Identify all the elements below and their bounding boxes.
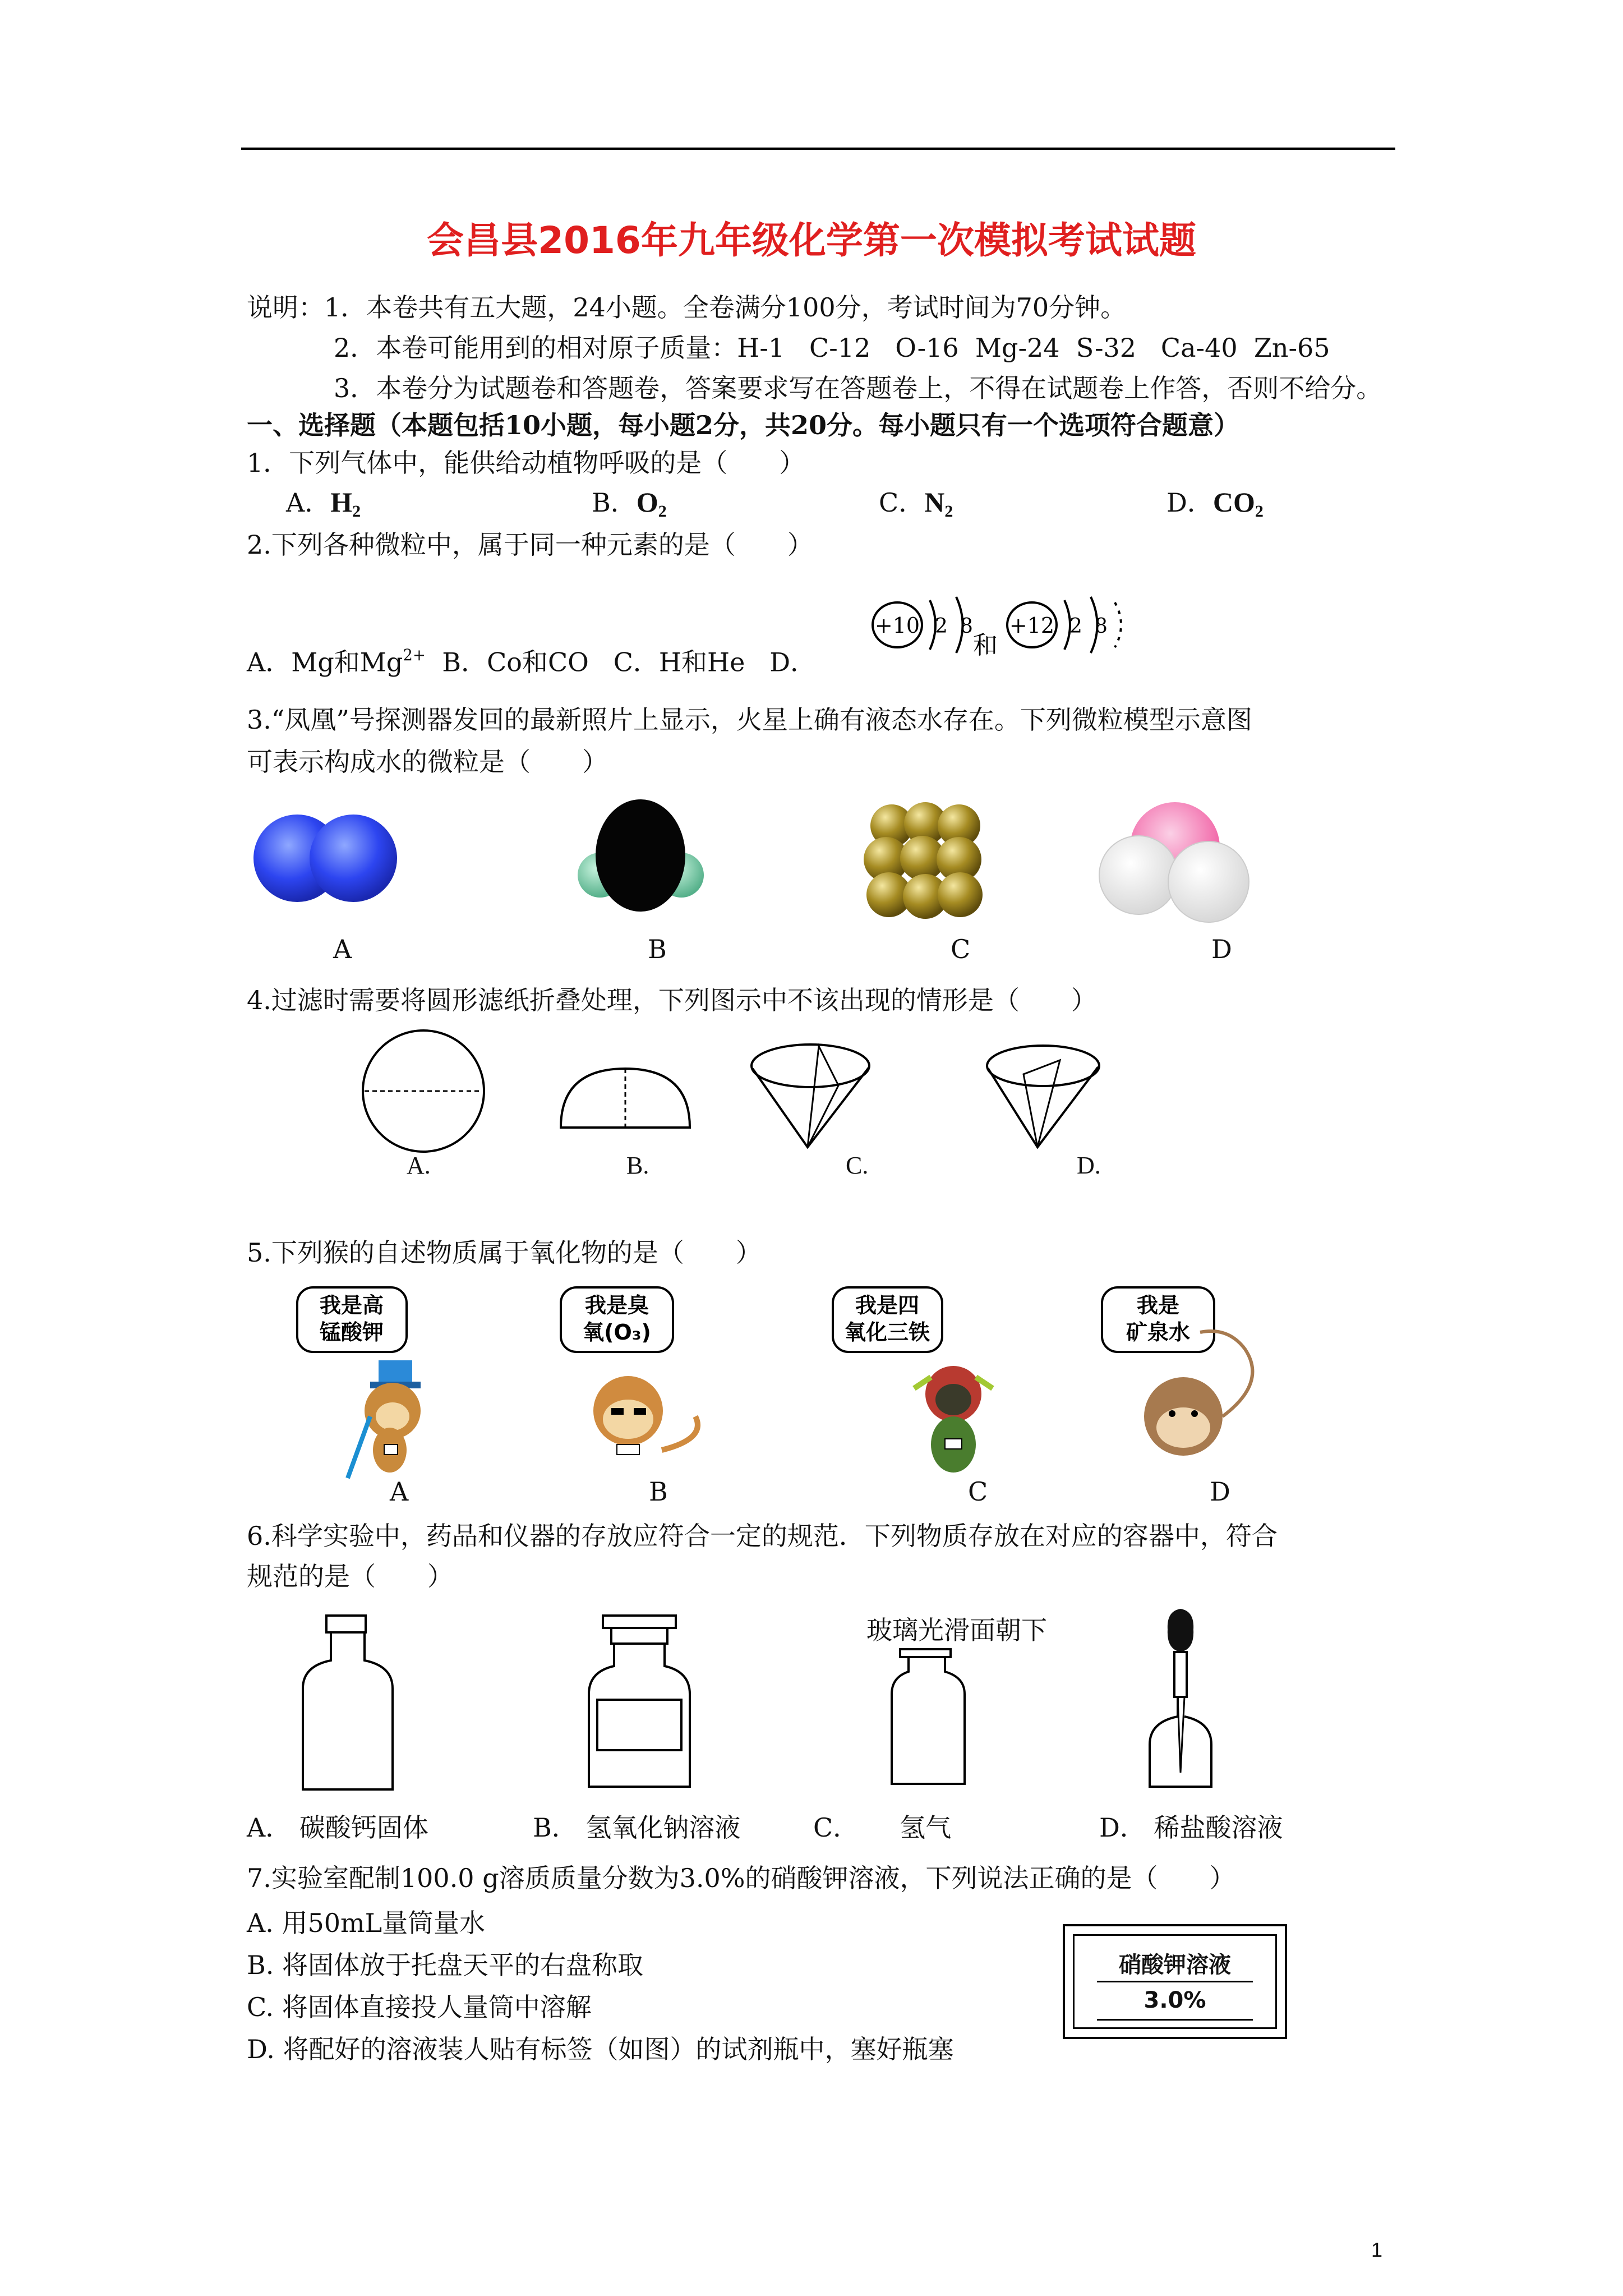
q5-label-b: B (649, 1476, 668, 1507)
q7-stem: 7.实验室配制100.0 g溶质质量分数为3.0%的硝酸钾溶液，下列说法正确的是（ ） (247, 1863, 1235, 1893)
bubble-b-line1: 我是臭 (584, 1293, 649, 1318)
q1-c-label: C． (879, 487, 925, 518)
bubble-c-line1: 我是四 (855, 1293, 920, 1318)
q3-stem-line-1: 3.“凤凰”号探测器发回的最新照片上显示，火星上确有液态水存在。下列微粒模型示意图 (247, 705, 1252, 735)
q1-option-c (879, 486, 953, 527)
q7-option-c: C. 将固体直接投人量筒中溶解 (247, 1992, 592, 2022)
figure-a-circle (363, 1030, 484, 1152)
bubble-b-line2: 氧(O₃) (583, 1320, 651, 1345)
q3-label-b: B (648, 934, 667, 964)
q3-label-c: C (951, 934, 971, 964)
nucleus-2-label: +12 (1009, 613, 1055, 638)
q3-stem-line-2: 可表示构成水的微粒是（ ） (247, 747, 608, 777)
q4-label-b: B. (626, 1152, 649, 1179)
page-number: 1 (1371, 2238, 1383, 2261)
q1-b-formula (636, 486, 667, 521)
q6-c-note: 玻璃光滑面朝下 (866, 1615, 1047, 1645)
q1-b-symbol: O (636, 486, 658, 518)
reagent-label-box (1063, 1924, 1287, 2039)
bubble-d-line1: 我是 (1136, 1293, 1180, 1318)
page-title: 会昌县2016年九年级化学第一次模拟考试试题 (427, 219, 1196, 262)
q7-option-b: B. 将固体放于托盘天平的右盘称取 (247, 1950, 644, 1980)
shell-2a: 2 (1069, 615, 1082, 638)
q6-option-d: D． 稀盐酸溶液 (1099, 1812, 1283, 1843)
bubble-a-line2: 锰酸钾 (319, 1320, 384, 1345)
q4-stem: 4.过滤时需要将圆形滤纸折叠处理，下列图示中不该出现的情形是（ ） (247, 985, 1097, 1015)
q1-option-b (592, 486, 667, 527)
bubble-d-line2: 矿泉水 (1126, 1320, 1191, 1345)
container-a-narrow-bottle (303, 1616, 393, 1789)
q2-options (247, 639, 816, 678)
q6-option-b: B． 氢氧化钠溶液 (533, 1812, 741, 1843)
q1-b-sub: 2 (658, 502, 667, 521)
q2-a-text: A．Mg和Mg (247, 647, 403, 678)
q1-c-symbol: N (924, 486, 945, 518)
monkey-c (833, 1287, 993, 1473)
q7-option-d: D. 将配好的溶液装人贴有标签（如图）的试剂瓶中，塞好瓶塞 (247, 2034, 954, 2064)
q6-stem-line-2: 规范的是（ ） (247, 1561, 453, 1591)
q1-a-label: A． (286, 487, 331, 518)
q6-option-a: A． 碳酸钙固体 (247, 1812, 428, 1843)
q4-label-d: D. (1077, 1152, 1101, 1179)
section-heading: 一、选择题（本题包括10小题，每小题2分，共20分。每小题只有一个选项符合题意） (247, 410, 1240, 440)
q1-d-symbol: CO (1212, 486, 1255, 518)
model-d-water-molecule (1099, 802, 1249, 922)
q6-stem-line-1: 6.科学实验中，药品和仪器的存放应符合一定的规范．下列物质存放在对应的容器中，符合 (247, 1521, 1278, 1551)
and-word: 和 (973, 631, 998, 660)
shell-2b: 8 (1095, 615, 1108, 638)
shell-1b: 8 (960, 615, 973, 638)
bubble-a-line1: 我是高 (319, 1293, 384, 1318)
instruction-line-3: 3．本卷分为试题卷和答题卷，答案要求写在答题卷上，不得在试题卷上作答，否则不给分。 (334, 373, 1382, 403)
monkey-a (297, 1287, 421, 1478)
atom-structure-2 (1007, 597, 1121, 653)
q6-option-c: C． 氢气 (813, 1812, 952, 1843)
q1-stem: 1．下列气体中，能供给动植物呼吸的是（ ） (247, 448, 805, 478)
model-a-two-atoms (253, 815, 397, 902)
figure-d-cone (987, 1046, 1099, 1147)
q5-label-d: D (1210, 1476, 1230, 1507)
bubble-c-line2: 氧化三铁 (844, 1320, 930, 1345)
q5-label-a: A (390, 1476, 409, 1507)
q1-b-label: B． (592, 487, 637, 518)
monkey-b (561, 1287, 698, 1455)
q1-d-sub: 2 (1255, 502, 1264, 521)
q3-molecule-models (247, 791, 1346, 948)
q1-a-sub: 2 (352, 502, 361, 521)
q1-a-symbol: H (330, 486, 353, 518)
q1-a-formula (330, 486, 361, 521)
q1-d-label: D． (1166, 487, 1213, 518)
header-rule (241, 148, 1395, 150)
q6-container-figures (292, 1604, 1301, 1806)
q1-option-a (286, 486, 361, 527)
q4-label-a: A. (407, 1152, 431, 1179)
monkey-d (1102, 1287, 1252, 1456)
model-b-three-atoms (578, 799, 704, 912)
q2-stem: 2.下列各种微粒中，属于同一种元素的是（ ） (247, 530, 813, 560)
reagent-label-value: 3.0% (1144, 1987, 1206, 2013)
shell-1a: 2 (935, 615, 948, 638)
figure-c-cone (751, 1045, 869, 1147)
q4-filter-paper-figures (331, 1027, 1172, 1195)
q5-stem: 5.下列猴的自述物质属于氧化物的是（ ） (247, 1237, 762, 1268)
instruction-line-2: 2．本卷可能用到的相对原子质量：H-1 C-12 O-16 Mg-24 S-32 Ca-40 Zn-65 (334, 333, 1330, 363)
q2-a-sup: 2+ (403, 646, 426, 664)
q7-option-a: A. 用50mL量筒量水 (247, 1908, 486, 1938)
q2-atom-diagrams (864, 589, 1144, 673)
q3-label-d: D (1211, 934, 1232, 964)
q1-d-formula (1212, 486, 1264, 521)
q4-label-c: C. (846, 1152, 869, 1179)
container-d-dropper-bottle (1150, 1609, 1211, 1787)
container-b-wide-bottle (589, 1616, 690, 1787)
q5-monkey-figures (280, 1282, 1391, 1484)
q1-c-formula (924, 486, 953, 521)
q3-label-a: A (333, 934, 352, 964)
q1-c-sub: 2 (944, 502, 953, 521)
atom-structure-1 (873, 597, 973, 653)
model-c-atom-lattice (864, 802, 983, 919)
container-c-gas-bottle (892, 1649, 965, 1784)
figure-b-semicircle (561, 1069, 690, 1128)
reagent-label-name: 硝酸钾溶液 (1119, 1952, 1231, 1978)
q1-option-d (1166, 486, 1264, 527)
instruction-line-1: 说明：1．本卷共有五大题，24小题。全卷满分100分，考试时间为70分钟。 (247, 292, 1127, 323)
nucleus-1-label: +10 (874, 613, 920, 638)
q2-rest-text: B．Co和CO C．H和He D． (426, 647, 817, 678)
q5-label-c: C (968, 1476, 988, 1507)
